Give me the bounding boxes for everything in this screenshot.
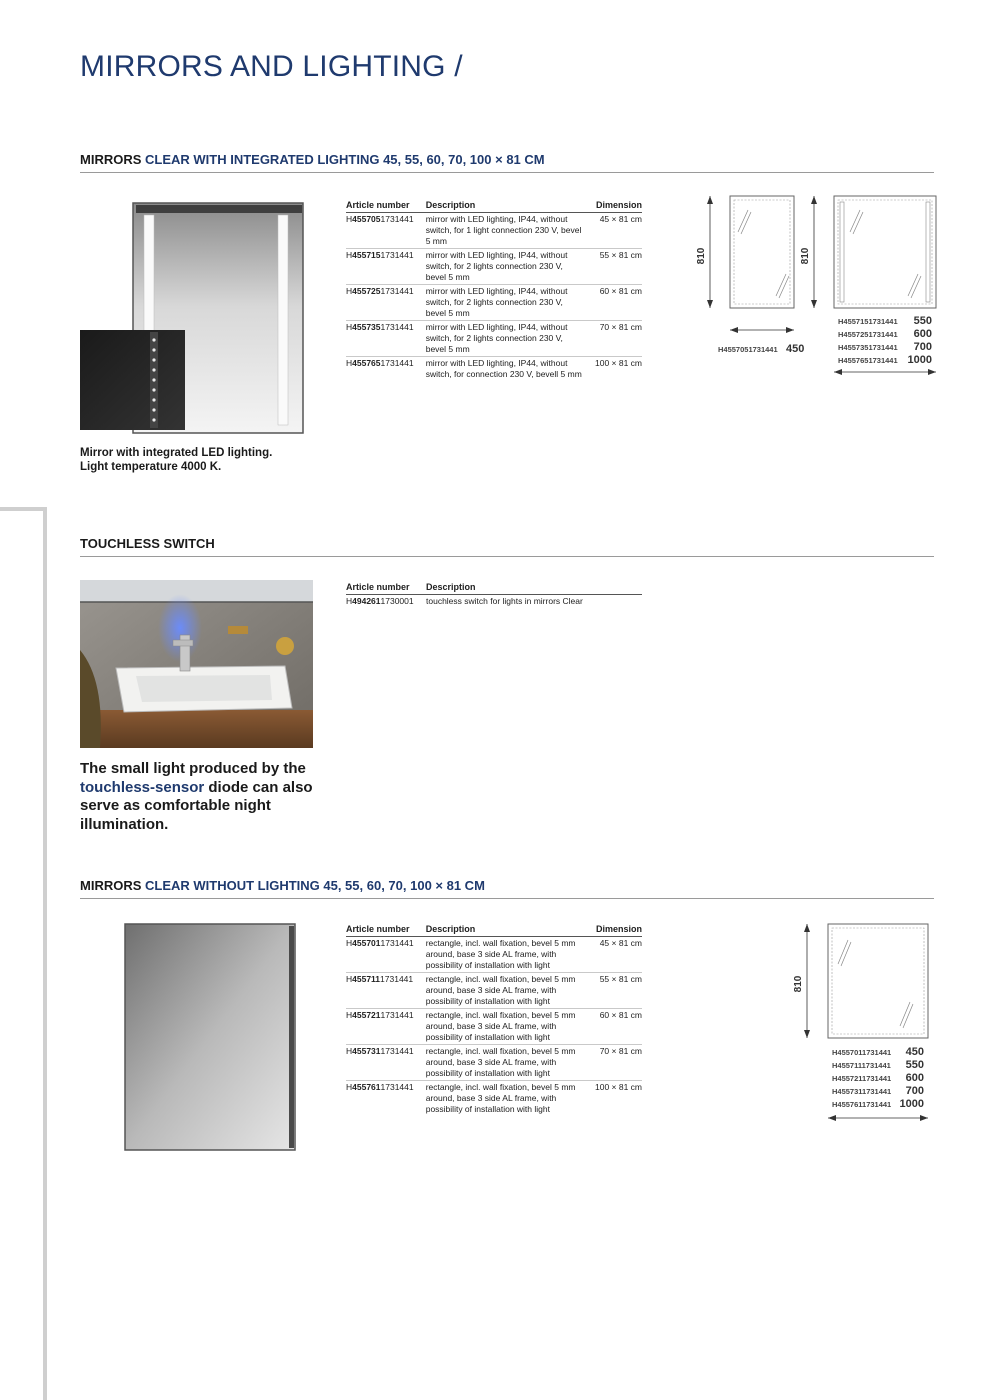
dimension: 100 × 81 cm bbox=[594, 358, 642, 368]
col-article-header: Article number bbox=[346, 924, 426, 937]
article-number: H4557351731441 bbox=[346, 321, 426, 357]
width-3: 700 bbox=[913, 341, 932, 353]
section1-heading bbox=[80, 152, 934, 173]
caption-line-1: Mirror with integrated LED lighting. bbox=[80, 447, 273, 459]
col-article-header: Article number bbox=[346, 582, 426, 595]
single-code: H4557051731441 bbox=[718, 345, 778, 354]
table-row bbox=[346, 321, 642, 357]
col-dimension-header: Dimension bbox=[587, 924, 642, 937]
table-row bbox=[346, 357, 642, 382]
description: rectangle, incl. wall fixation, bevel 5 mm around, base 3 side AL frame, with possibility of installation with light bbox=[425, 1082, 576, 1114]
section3-table bbox=[346, 924, 642, 1116]
article-number: H4557651731441 bbox=[346, 358, 414, 368]
code-1: H4557011731441 bbox=[832, 1048, 892, 1057]
description: rectangle, incl. wall fixation, bevel 5 mm around, base 3 side AL frame, with possibility of installation with light bbox=[426, 973, 587, 1009]
col-description-header: Description bbox=[426, 200, 587, 213]
dimension: 45 × 81 cm bbox=[587, 937, 642, 973]
dimension: 45 × 81 cm bbox=[587, 213, 642, 249]
article-number: H4557611731441 bbox=[346, 1082, 414, 1092]
width-3: 600 bbox=[905, 1072, 924, 1084]
washbasin-photo bbox=[80, 580, 313, 748]
height-label-b: 810 bbox=[800, 247, 811, 265]
width-4: 1000 bbox=[907, 354, 932, 366]
col-dimension-header: Dimension bbox=[587, 200, 642, 213]
article-number: H4557211731441 bbox=[346, 1009, 426, 1045]
quote-part-1: The small light produced by the bbox=[80, 760, 306, 777]
table-row bbox=[346, 249, 642, 285]
page-title: MIRRORS AND LIGHTING / bbox=[80, 50, 463, 83]
section2-table bbox=[346, 582, 642, 608]
code-3: H4557211731441 bbox=[832, 1074, 892, 1083]
code-4: H4557311731441 bbox=[832, 1087, 892, 1096]
quote-part-2: diode can also serve as comfortable night illumination. bbox=[80, 778, 313, 833]
section3-heading bbox=[80, 878, 934, 899]
dimension: 70 × 81 cm bbox=[587, 1045, 642, 1081]
table-row bbox=[346, 595, 642, 609]
height-label: 810 bbox=[793, 975, 804, 993]
plain-mirror-photo bbox=[123, 922, 298, 1152]
section2-quote bbox=[80, 760, 330, 834]
article-number: H4557151731441 bbox=[346, 249, 426, 285]
table-row bbox=[346, 973, 642, 1009]
table-header-row bbox=[346, 924, 642, 937]
table-row bbox=[346, 1009, 642, 1045]
description: rectangle, incl. wall fixation, bevel 5 mm around, base 3 side AL frame, with possibility of installation with light bbox=[426, 1045, 587, 1081]
section3-heading-prefix: MIRRORS bbox=[80, 878, 145, 893]
led-mirror-photo bbox=[80, 200, 305, 435]
table-row bbox=[346, 937, 642, 973]
description: touchless switch for lights in mirrors Clear bbox=[426, 596, 583, 606]
code-3: H4557351731441 bbox=[838, 343, 898, 352]
section3-heading-highlight: CLEAR WITHOUT LIGHTING 45, 55, 60, 70, 100 × 81 CM bbox=[145, 878, 485, 893]
width-4: 700 bbox=[905, 1085, 924, 1097]
col-article-header: Article number bbox=[346, 200, 426, 213]
code-4: H4557651731441 bbox=[838, 356, 898, 365]
code-2: H4557111731441 bbox=[832, 1061, 891, 1070]
width-1: 550 bbox=[913, 315, 932, 327]
table-header-row bbox=[346, 582, 642, 595]
article-number: H4557311731441 bbox=[346, 1045, 426, 1081]
section1-heading-highlight: CLEAR WITH INTEGRATED LIGHTING 45, 55, 60, 70, 100 × 81 CM bbox=[145, 152, 545, 167]
code-2: H4557251731441 bbox=[838, 330, 898, 339]
table-row bbox=[346, 1081, 642, 1117]
dimension: 55 × 81 cm bbox=[587, 249, 642, 285]
description: mirror with LED lighting, IP44, without switch, for 2 lights connection 230 V, bevel 5 mm bbox=[426, 249, 587, 285]
section3-technical-drawing bbox=[790, 920, 935, 1125]
section1-table bbox=[346, 200, 642, 381]
code-5: H4557611731441 bbox=[832, 1100, 892, 1109]
article-number: H4557011731441 bbox=[346, 937, 426, 973]
table-row bbox=[346, 1045, 642, 1081]
dimension: 100 × 81 cm bbox=[594, 1082, 642, 1092]
section1-caption bbox=[80, 447, 272, 474]
width-5: 1000 bbox=[899, 1098, 924, 1110]
width-1: 450 bbox=[905, 1046, 924, 1058]
side-bar-vertical bbox=[43, 507, 47, 1400]
width-2: 550 bbox=[905, 1059, 924, 1071]
article-number: H4557051731441 bbox=[346, 213, 426, 249]
section1-technical-drawing bbox=[690, 192, 940, 382]
description: mirror with LED lighting, IP44, without switch, for 1 light connection 230 V, bevel 5 mm bbox=[426, 213, 587, 249]
description: rectangle, incl. wall fixation, bevel 5 mm around, base 3 side AL frame, with possibility of installation with light bbox=[426, 937, 587, 973]
width-2: 600 bbox=[913, 328, 932, 340]
quote-highlight: touchless-sensor bbox=[80, 778, 205, 796]
col-description-header: Description bbox=[426, 924, 587, 937]
section2-heading: TOUCHLESS SWITCH bbox=[80, 536, 934, 557]
dimension: 70 × 81 cm bbox=[587, 321, 642, 357]
article-number: H4557251731441 bbox=[346, 285, 426, 321]
dimension: 60 × 81 cm bbox=[587, 285, 642, 321]
table-row bbox=[346, 213, 642, 249]
section1-heading-prefix: MIRRORS bbox=[80, 152, 145, 167]
caption-line-2: Light temperature 4000 K. bbox=[80, 460, 222, 473]
description: rectangle, incl. wall fixation, bevel 5 mm around, base 3 side AL frame, with possibility of installation with light bbox=[426, 1009, 587, 1045]
height-label-a: 810 bbox=[696, 247, 707, 265]
single-width: 450 bbox=[786, 343, 805, 355]
dimension: 55 × 81 cm bbox=[587, 973, 642, 1009]
description: mirror with LED lighting, IP44, without switch, for 2 lights connection 230 V, bevel 5 mm bbox=[426, 321, 587, 357]
article-number: H4557111731441 bbox=[346, 973, 426, 1009]
side-bar-horizontal bbox=[0, 507, 47, 511]
dimension: 60 × 81 cm bbox=[587, 1009, 642, 1045]
col-description-header: Description bbox=[426, 582, 642, 595]
table-header-row bbox=[346, 200, 642, 213]
description: mirror with LED lighting, IP44, without switch, for 2 lights connection 230 V, bevel 5 mm bbox=[426, 285, 587, 321]
description: mirror with LED lighting, IP44, without switch, for connection 230 V, bevell 5 mm bbox=[425, 358, 582, 379]
table-row bbox=[346, 285, 642, 321]
code-1: H4557151731441 bbox=[838, 317, 898, 326]
article-number: H4942611730001 bbox=[346, 596, 414, 606]
